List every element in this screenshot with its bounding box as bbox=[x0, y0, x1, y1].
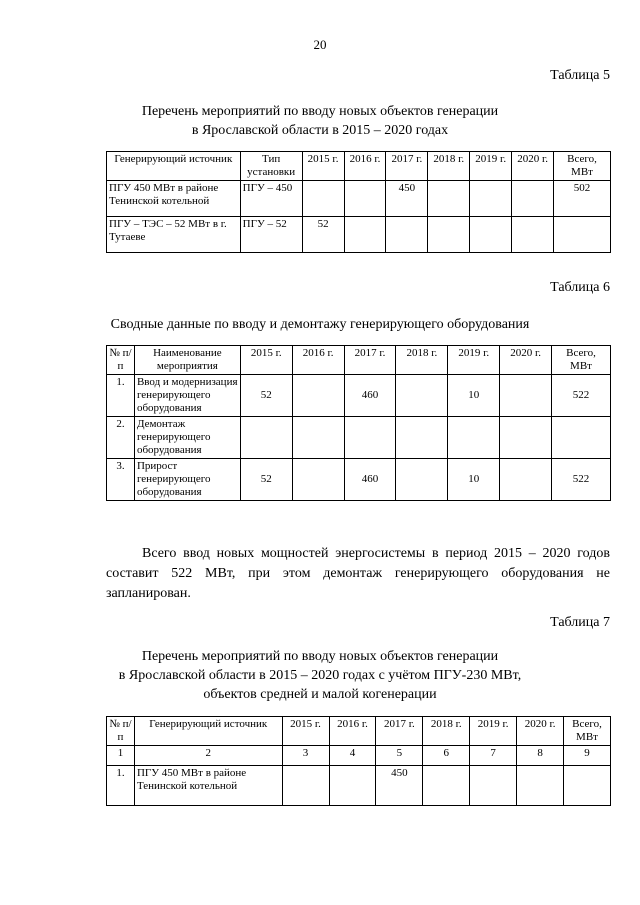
table5-header-cell: 2017 г. bbox=[386, 152, 428, 181]
table6-header-cell: Наименование мероприятия bbox=[134, 346, 240, 375]
table6-cell: 1. bbox=[107, 375, 135, 417]
table6-cell: 460 bbox=[344, 375, 396, 417]
table6 bbox=[106, 345, 611, 501]
table5-cell: 450 bbox=[386, 181, 428, 217]
table6-cell: 10 bbox=[448, 375, 500, 417]
table7-header-cell: Генерирующий источник bbox=[134, 717, 282, 746]
table7-cell: 450 bbox=[376, 766, 423, 806]
table5-cell: ПГУ – ТЭС – 52 МВт в г. Тутаеве bbox=[107, 217, 241, 253]
table6-cell: Прирост генерирующего оборудования bbox=[134, 459, 240, 501]
table7-number-cell: 8 bbox=[517, 746, 564, 766]
table5-title-line1: Перечень мероприятий по вводу новых объектов генерации bbox=[141, 104, 499, 119]
table-row bbox=[107, 181, 611, 217]
table6-header-cell: 2018 г. bbox=[396, 346, 448, 375]
table5-header-cell: Тип установки bbox=[240, 152, 302, 181]
table6-header-cell: 2019 г. bbox=[448, 346, 500, 375]
table6-cell bbox=[292, 417, 344, 459]
table6-cell: Ввод и модернизация генерирующего оборудования bbox=[134, 375, 240, 417]
table5-header-row bbox=[107, 152, 611, 181]
table6-header-cell: 2016 г. bbox=[292, 346, 344, 375]
table5-header-cell: 2015 г. bbox=[302, 152, 344, 181]
table6-cell bbox=[292, 375, 344, 417]
table5-title-line2: в Ярославской области в 2015 – 2020 годах bbox=[191, 123, 449, 138]
table6-cell: 460 bbox=[344, 459, 396, 501]
table5-cell bbox=[554, 217, 611, 253]
table7-number-cell: 3 bbox=[282, 746, 329, 766]
table5-cell: 52 bbox=[302, 217, 344, 253]
table6-title: Сводные данные по вводу и демонтажу генерирующего оборудования bbox=[110, 317, 530, 332]
table7-cell bbox=[470, 766, 517, 806]
table7-number-cell: 6 bbox=[423, 746, 470, 766]
table5-label: Таблица 5 bbox=[550, 68, 610, 83]
table6-cell bbox=[396, 417, 448, 459]
table7-cell bbox=[564, 766, 611, 806]
table7-number-cell: 9 bbox=[564, 746, 611, 766]
table6-header-cell: 2015 г. bbox=[240, 346, 292, 375]
table5-cell bbox=[512, 181, 554, 217]
table6-cell bbox=[344, 417, 396, 459]
table5-title bbox=[0, 102, 640, 140]
table6-cell: 52 bbox=[240, 375, 292, 417]
table6-header-cell: Всего, МВт bbox=[552, 346, 611, 375]
table5-header-cell: 2020 г. bbox=[512, 152, 554, 181]
table6-cell: 522 bbox=[552, 459, 611, 501]
table6-cell: 3. bbox=[107, 459, 135, 501]
table7-header-cell: 2015 г. bbox=[282, 717, 329, 746]
table7-header-cell: 2019 г. bbox=[470, 717, 517, 746]
table5-cell bbox=[428, 217, 470, 253]
table5-cell bbox=[302, 181, 344, 217]
table7-title bbox=[0, 647, 640, 704]
table5-header-cell: 2018 г. bbox=[428, 152, 470, 181]
table6-cell bbox=[552, 417, 611, 459]
table6-cell: 52 bbox=[240, 459, 292, 501]
summary-paragraph bbox=[106, 544, 610, 604]
table7-cell bbox=[423, 766, 470, 806]
table6-cell bbox=[500, 375, 552, 417]
table6-header-cell: 2017 г. bbox=[344, 346, 396, 375]
table7-title-line2: в Ярославской области в 2015 – 2020 годах с учётом ПГУ-230 МВт, bbox=[118, 668, 522, 683]
table7-header-cell: Всего, МВт bbox=[564, 717, 611, 746]
table7 bbox=[106, 716, 611, 806]
table7-header-row bbox=[107, 717, 611, 746]
summary-paragraph-text: Всего ввод новых мощностей энергосистемы в период 2015 – 2020 годов составит 522 МВт, при этом демонтаж генерирующего оборудования не запланирован. bbox=[106, 546, 610, 601]
table6-cell bbox=[396, 375, 448, 417]
table5-header-cell: Всего, МВт bbox=[554, 152, 611, 181]
table6-cell: Демонтаж генерирующего оборудования bbox=[134, 417, 240, 459]
table5-cell: ПГУ – 450 bbox=[240, 181, 302, 217]
table7-cell: 1. bbox=[107, 766, 135, 806]
table7-header-cell: № п/п bbox=[107, 717, 135, 746]
table-row bbox=[107, 375, 611, 417]
table7-label: Таблица 7 bbox=[550, 615, 610, 630]
table-row bbox=[107, 459, 611, 501]
table5-cell: 502 bbox=[554, 181, 611, 217]
table7-cell bbox=[517, 766, 564, 806]
table6-cell: 2. bbox=[107, 417, 135, 459]
table6-header-cell: 2020 г. bbox=[500, 346, 552, 375]
table5-cell bbox=[344, 217, 386, 253]
table6-cell bbox=[500, 459, 552, 501]
table5-header-cell: Генерирующий источник bbox=[107, 152, 241, 181]
table6-cell: 10 bbox=[448, 459, 500, 501]
table7-header-cell: 2016 г. bbox=[329, 717, 376, 746]
table7-header-cell: 2018 г. bbox=[423, 717, 470, 746]
table6-header-row bbox=[107, 346, 611, 375]
table7-title-line3: объектов средней и малой когенерации bbox=[203, 687, 437, 702]
table7-header-cell: 2017 г. bbox=[376, 717, 423, 746]
table-row bbox=[107, 417, 611, 459]
table7-number-row bbox=[107, 746, 611, 766]
table5 bbox=[106, 151, 611, 253]
table7-number-cell: 7 bbox=[470, 746, 517, 766]
table5-cell bbox=[470, 217, 512, 253]
table7-header-cell: 2020 г. bbox=[517, 717, 564, 746]
table-row bbox=[107, 766, 611, 806]
table5-header-cell: 2016 г. bbox=[344, 152, 386, 181]
table7-number-cell: 1 bbox=[107, 746, 135, 766]
table7-number-cell: 5 bbox=[376, 746, 423, 766]
table5-cell bbox=[470, 181, 512, 217]
table6-label: Таблица 6 bbox=[550, 280, 610, 295]
table7-cell bbox=[329, 766, 376, 806]
table5-cell: ПГУ 450 МВт в районе Тенинской котельной bbox=[107, 181, 241, 217]
table7-cell: ПГУ 450 МВт в районе Тенинской котельной bbox=[134, 766, 282, 806]
table6-cell bbox=[240, 417, 292, 459]
table7-title-line1: Перечень мероприятий по вводу новых объектов генерации bbox=[141, 649, 499, 664]
table6-cell: 522 bbox=[552, 375, 611, 417]
table5-cell bbox=[386, 217, 428, 253]
table7-number-cell: 4 bbox=[329, 746, 376, 766]
table5-cell bbox=[344, 181, 386, 217]
table-row bbox=[107, 217, 611, 253]
table5-cell: ПГУ – 52 bbox=[240, 217, 302, 253]
table6-cell bbox=[448, 417, 500, 459]
table6-cell bbox=[292, 459, 344, 501]
table5-cell bbox=[512, 217, 554, 253]
table6-cell bbox=[396, 459, 448, 501]
table7-number-cell: 2 bbox=[134, 746, 282, 766]
table6-cell bbox=[500, 417, 552, 459]
page-number: 20 bbox=[313, 37, 327, 52]
table7-cell bbox=[282, 766, 329, 806]
table5-header-cell: 2019 г. bbox=[470, 152, 512, 181]
table5-cell bbox=[428, 181, 470, 217]
table6-header-cell: № п/п bbox=[107, 346, 135, 375]
